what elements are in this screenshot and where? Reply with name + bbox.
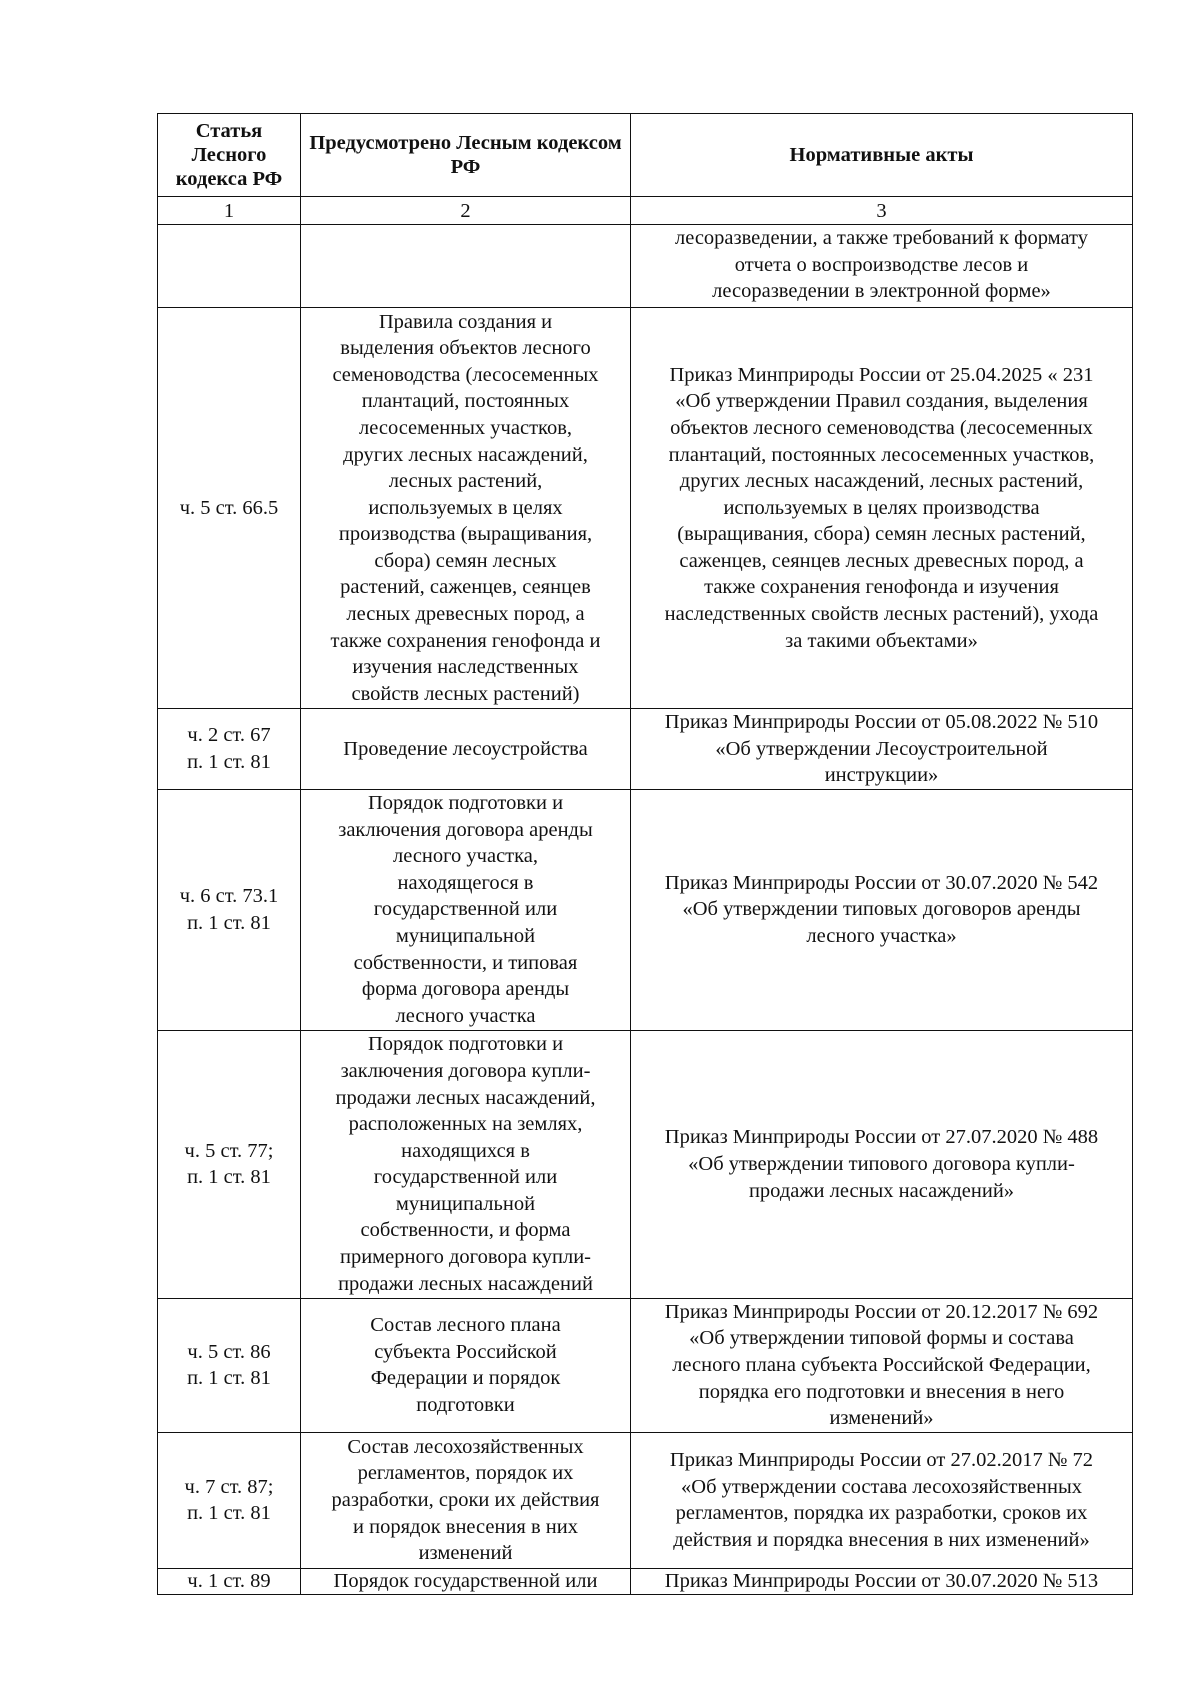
acts-cell: Приказ Минприроды России от 30.07.2020 № 513 xyxy=(631,1568,1133,1594)
provision-cell: Проведение лесоустройства xyxy=(301,709,631,790)
acts-cell: Приказ Минприроды России от 30.07.2020 № 542 «Об утверждении типовых договоров аренды лесного участка» xyxy=(631,789,1133,1030)
column-number-3: 3 xyxy=(631,197,1133,225)
column-number-row xyxy=(158,197,1133,225)
table-row xyxy=(158,225,1133,308)
acts-cell: Приказ Минприроды России от 20.12.2017 № 692 «Об утверждении типовой формы и состава лесного плана субъекта Российской Федерации, порядка его подготовки и внесения в него изменений» xyxy=(631,1298,1133,1432)
table-row xyxy=(158,308,1133,709)
article-cell xyxy=(158,225,301,308)
provision-cell: Порядок государственной или xyxy=(301,1568,631,1594)
article-cell: ч. 7 ст. 87; п. 1 ст. 81 xyxy=(158,1432,301,1568)
header-article: Статья Лесного кодекса РФ xyxy=(158,114,301,197)
article-cell: ч. 6 ст. 73.1 п. 1 ст. 81 xyxy=(158,789,301,1030)
article-cell: ч. 2 ст. 67 п. 1 ст. 81 xyxy=(158,709,301,790)
provision-cell: Состав лесохозяйственных регламентов, порядок их разработки, сроки их действия и порядок внесения в них изменений xyxy=(301,1432,631,1568)
table-row xyxy=(158,1030,1133,1298)
provision-cell: Состав лесного плана субъекта Российской Федерации и порядок подготовки xyxy=(301,1298,631,1432)
acts-cell: Приказ Минприроды России от 27.02.2017 № 72 «Об утверждении состава лесохозяйственных регламентов, порядка их разработки, сроков их действия и порядка внесения в них изменений» xyxy=(631,1432,1133,1568)
table-row xyxy=(158,1568,1133,1594)
acts-cell: Приказ Минприроды России от 25.04.2025 « 231 «Об утверждении Правил создания, выделения объектов лесного семеноводства (лесосеменных плантаций, постоянных лесосеменных участков, других лесных насаждений, лесных растений, используемых в целях производства (выращивания, сбора) семян лесных растений, саженцев, сеянцев лесных древесных пород, а также сохранения генофонда и изучения наследственных свойств лесных растений), ухода за такими объектами» xyxy=(631,308,1133,709)
table-row xyxy=(158,709,1133,790)
table-row xyxy=(158,1432,1133,1568)
provision-cell xyxy=(301,225,631,308)
article-cell: ч. 5 ст. 86 п. 1 ст. 81 xyxy=(158,1298,301,1432)
header-acts: Нормативные акты xyxy=(631,114,1133,197)
column-number-2: 2 xyxy=(301,197,631,225)
table-row xyxy=(158,789,1133,1030)
article-cell: ч. 5 ст. 77; п. 1 ст. 81 xyxy=(158,1030,301,1298)
article-cell: ч. 1 ст. 89 xyxy=(158,1568,301,1594)
provision-cell: Порядок подготовки и заключения договора купли- продажи лесных насаждений, расположенных на землях, находящихся в государственной или муниципальной собственности, и форма примерного договора купли- продажи лесных насаждений xyxy=(301,1030,631,1298)
provision-cell: Порядок подготовки и заключения договора аренды лесного участка, находящегося в государственной или муниципальной собственности, и типовая форма договора аренды лесного участка xyxy=(301,789,631,1030)
table-row xyxy=(158,1298,1133,1432)
table-header xyxy=(158,114,1133,225)
column-number-1: 1 xyxy=(158,197,301,225)
header-row xyxy=(158,114,1133,197)
acts-cell: лесоразведении, а также требований к формату отчета о воспроизводстве лесов и лесоразведении в электронной форме» xyxy=(631,225,1133,308)
acts-cell: Приказ Минприроды России от 27.07.2020 № 488 «Об утверждении типового договора купли- продажи лесных насаждений» xyxy=(631,1030,1133,1298)
provision-cell: Правила создания и выделения объектов лесного семеноводства (лесосеменных плантаций, постоянных лесосеменных участков, других лесных насаждений, лесных растений, используемых в целях производства (выращивания, сбора) семян лесных растений, саженцев, сеянцев лесных древесных пород, а также сохранения генофонда и изучения наследственных свойств лесных растений) xyxy=(301,308,631,709)
header-provision: Предусмотрено Лесным кодексом РФ xyxy=(301,114,631,197)
table-body xyxy=(158,225,1133,1595)
article-cell: ч. 5 ст. 66.5 xyxy=(158,308,301,709)
regulations-table xyxy=(157,113,1133,1595)
acts-cell: Приказ Минприроды России от 05.08.2022 № 510 «Об утверждении Лесоустроительной инструкции» xyxy=(631,709,1133,790)
